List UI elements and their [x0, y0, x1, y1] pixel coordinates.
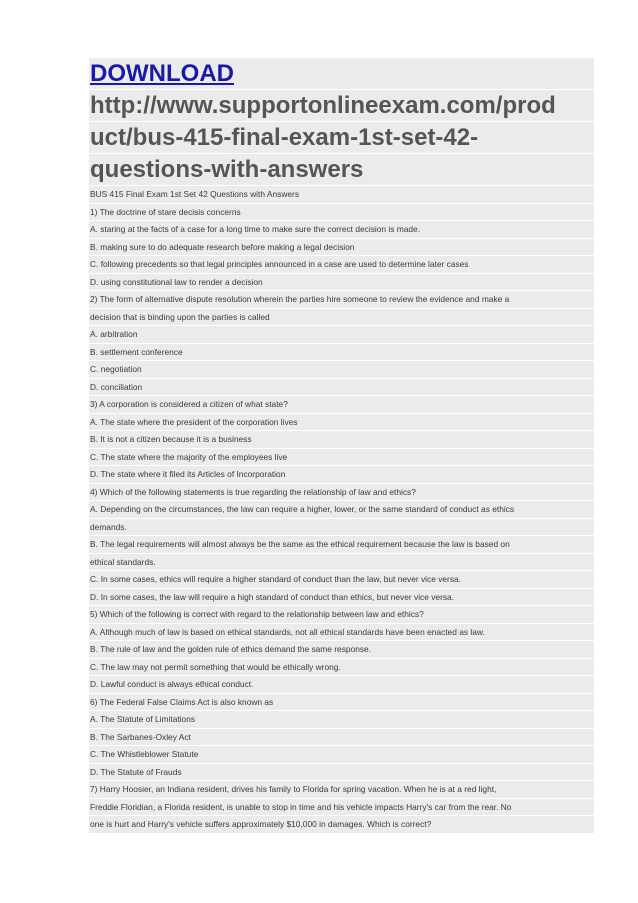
question-7: 7) Harry Hoosier, an Indiana resident, drives his family to Florida for spring vacation. When he is at a red light, [89, 781, 594, 799]
question-5: 5) Which of the following is correct with regard to the relationship between law and ethics? [89, 606, 594, 624]
answer-option: C. The Whistleblower Statute [89, 746, 594, 764]
answer-option: B. The legal requirements will almost always be the same as the ethical requirement because the law is based on [89, 536, 594, 554]
doc-title: BUS 415 Final Exam 1st Set 42 Questions with Answers [89, 186, 594, 204]
answer-option: B. making sure to do adequate research before making a legal decision [89, 239, 594, 257]
answer-option: B. It is not a citizen because it is a business [89, 431, 594, 449]
answer-option: C. The state where the majority of the employees live [89, 449, 594, 467]
answer-option: C. negotiation [89, 361, 594, 379]
answer-option-cont: demands. [89, 519, 594, 537]
answer-option: D. The state where it filed its Articles of Incorporation [89, 466, 594, 484]
answer-option: C. The law may not permit something that would be ethically wrong. [89, 659, 594, 677]
question-7-cont: Freddie Floridian, a Florida resident, is unable to stop in time and his vehicle impacts Harry's car from the rear. No [89, 799, 594, 817]
answer-option: B. settlement conference [89, 344, 594, 362]
question-1: 1) The doctrine of stare decisis concerns [89, 204, 594, 222]
answer-option: D. using constitutional law to render a decision [89, 274, 594, 292]
answer-option: A. arbitration [89, 326, 594, 344]
url-line-3[interactable]: questions-with-answers [89, 154, 594, 186]
answer-option: B. The rule of law and the golden rule of ethics demand the same response. [89, 641, 594, 659]
answer-option: A. The state where the president of the corporation lives [89, 414, 594, 432]
question-3: 3) A corporation is considered a citizen of what state? [89, 396, 594, 414]
question-6: 6) The Federal False Claims Act is also known as [89, 694, 594, 712]
question-7-cont: one is hurt and Harry's vehicle suffers approximately $10,000 in damages. Which is correct? [89, 816, 594, 834]
download-link[interactable]: DOWNLOAD [89, 58, 594, 90]
answer-option: D. The Statute of Frauds [89, 764, 594, 782]
answer-option: D. In some cases, the law will require a high standard of conduct than ethics, but never vice versa. [89, 589, 594, 607]
url-line-2[interactable]: uct/bus-415-final-exam-1st-set-42- [89, 122, 594, 154]
answer-option: D. conciliation [89, 379, 594, 397]
answer-option: D. Lawful conduct is always ethical conduct. [89, 676, 594, 694]
question-2: 2) The form of alternative dispute resolution wherein the parties hire someone to review the evidence and make a [89, 291, 594, 309]
answer-option: B. The Sarbanes-Oxley Act [89, 729, 594, 747]
answer-option: A. Although much of law is based on ethical standards, not all ethical standards have been enacted as law. [89, 624, 594, 642]
answer-option: C. In some cases, ethics will require a higher standard of conduct than the law, but never vice versa. [89, 571, 594, 589]
answer-option: A. staring at the facts of a case for a long time to make sure the correct decision is made. [89, 221, 594, 239]
url-line-1[interactable]: http://www.supportonlineexam.com/prod [89, 90, 594, 122]
answer-option: C. following precedents so that legal principles announced in a case are used to determine later cases [89, 256, 594, 274]
document-body [89, 58, 594, 834]
question-4: 4) Which of the following statements is true regarding the relationship of law and ethics? [89, 484, 594, 502]
question-2-cont: decision that is binding upon the parties is called [89, 309, 594, 327]
answer-option-cont: ethical standards. [89, 554, 594, 572]
answer-option: A. The Statute of Limitations [89, 711, 594, 729]
answer-option: A. Depending on the circumstances, the law can require a higher, lower, or the same standard of conduct as ethics [89, 501, 594, 519]
